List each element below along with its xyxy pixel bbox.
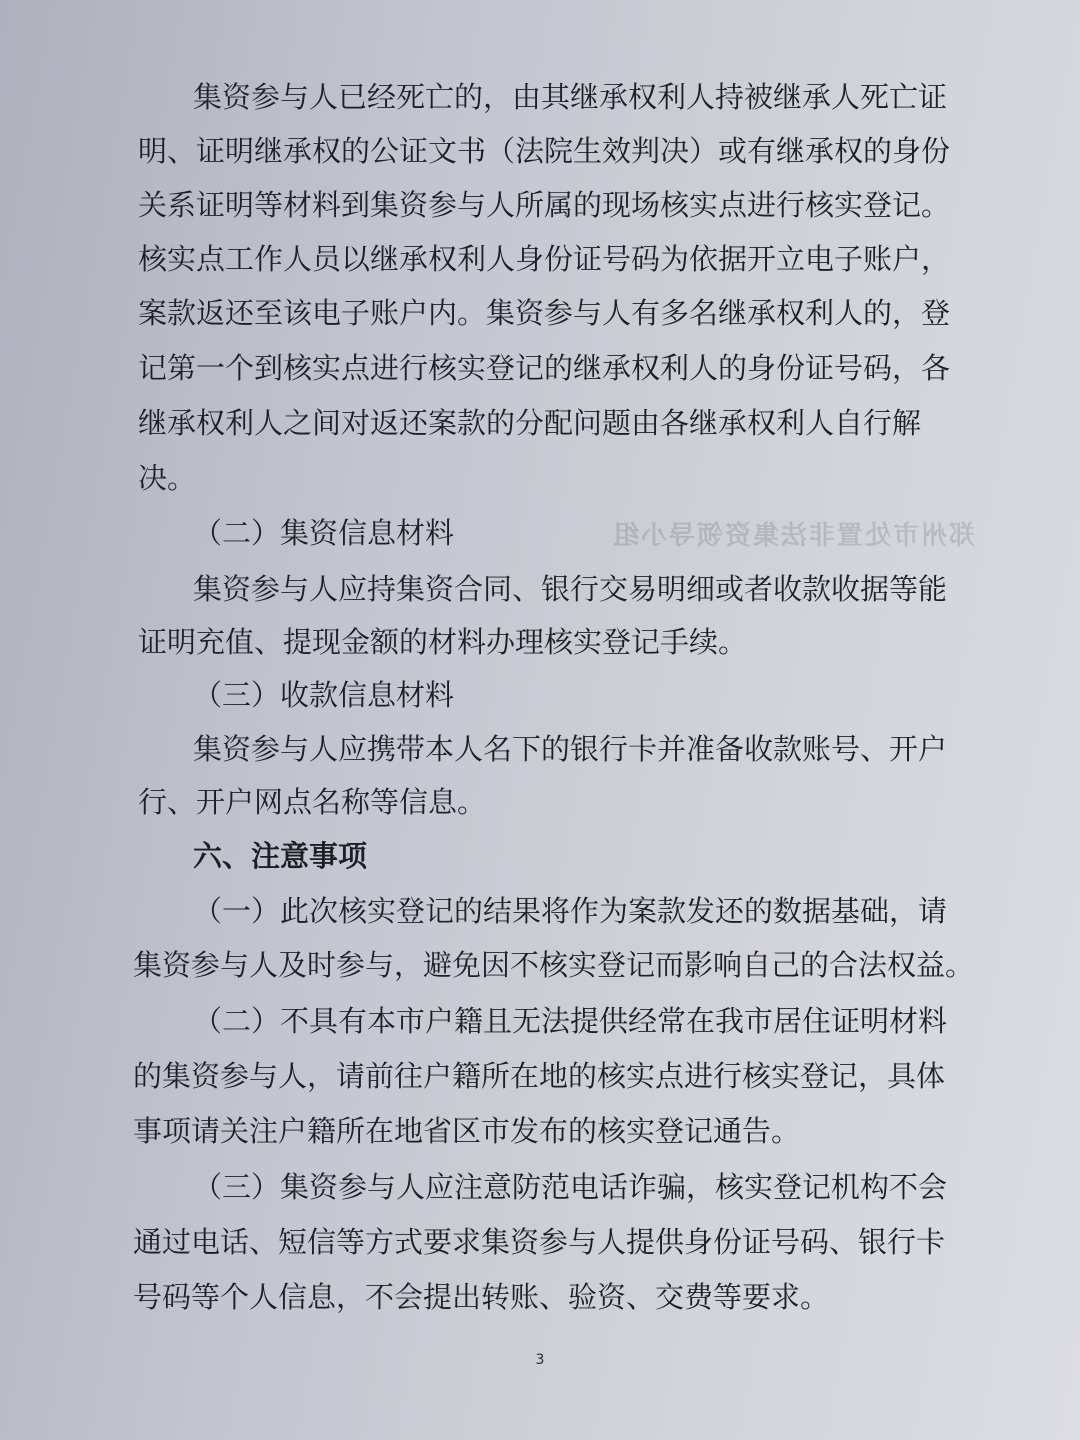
paragraph-line: 核实点工作人员以继承权利人身份证号码为依据开立电子账户， [138,242,951,276]
paragraph-line: 记第一个到核实点进行核实登记的继承权利人的身份证号码，各 [138,351,951,385]
paragraph-line: 号码等个人信息，不会提出转账、验资、交费等要求。 [133,1280,830,1314]
paragraph-line: 继承权利人之间对返还案款的分配问题由各继承权利人自行解 [138,406,922,440]
paragraph-line: 案款返还至该电子账户内。集资参与人有多名继承权利人的，登 [138,296,951,330]
paragraph-line: 行、开户网点名称等信息。 [138,785,487,819]
paragraph-line: 明、证明继承权的公证文书（法院生效判决）或有继承权的身份 [138,134,951,168]
paragraph-line: 决。 [138,461,197,495]
paragraph-line: 事项请关注户籍所在地省区市发布的核实登记通告。 [133,1114,801,1148]
paragraph-line: 关系证明等材料到集资参与人所属的现场核实点进行核实登记。 [138,188,951,222]
paragraph-line: 集资参与人应持集资合同、银行交易明细或者收款收据等能 [193,572,948,606]
section-heading: 六、注意事项 [193,839,368,873]
paragraph-line: 集资参与人已经死亡的，由其继承权利人持被继承人死亡证 [193,80,948,114]
paragraph-line: 通过电话、短信等方式要求集资参与人提供身份证号码、银行卡 [133,1225,946,1259]
page-number: 3 [535,1352,545,1368]
paragraph-line: （二）不具有本市户籍且无法提供经常在我市居住证明材料 [193,1004,948,1038]
section-heading: （二）集资信息材料 [193,516,455,550]
paragraph-line: 集资参与人及时参与，避免因不核实登记而影响自己的合法权益。 [133,948,975,982]
paragraph-line: （一）此次核实登记的结果将作为案款发还的数据基础，请 [193,894,948,928]
section-heading: （三）收款信息材料 [193,678,455,712]
paragraph-line: （三）集资参与人应注意防范电话诈骗，核实登记机构不会 [193,1170,948,1204]
bleed-through-text: 郑州市处置非法集资领导小组 [610,521,975,551]
paragraph-line: 集资参与人应携带本人名下的银行卡并准备收款账号、开户 [193,732,948,766]
paragraph-line: 证明充值、提现金额的材料办理核实登记手续。 [138,625,748,659]
paragraph-line: 的集资参与人，请前往户籍所在地的核实点进行核实登记，具体 [133,1059,946,1093]
